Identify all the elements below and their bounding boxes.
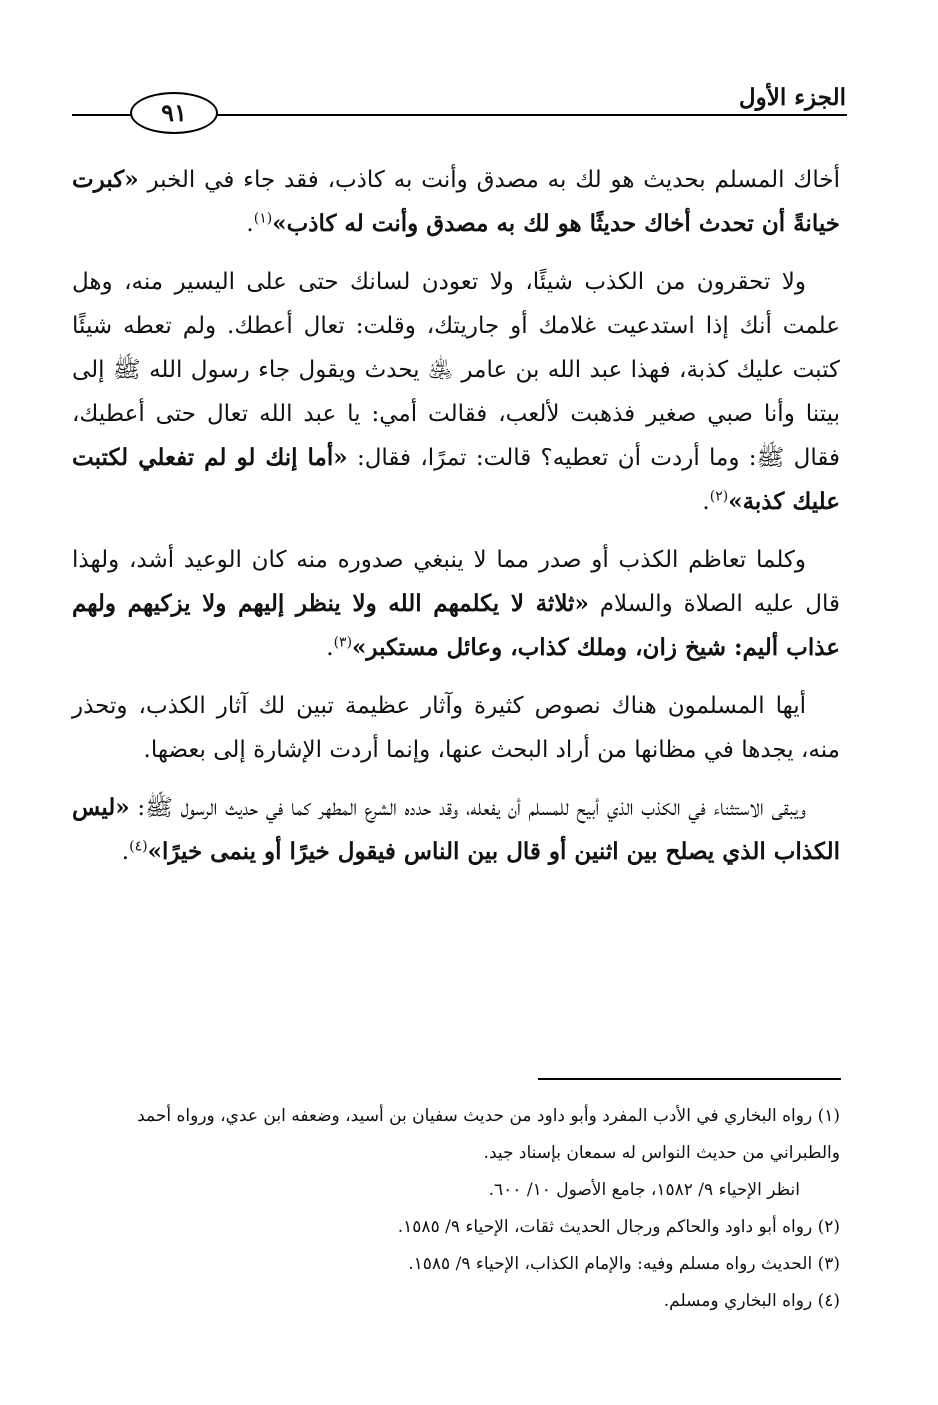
footnote-number: (١) [817, 1106, 840, 1126]
text-run: . [702, 489, 710, 515]
text-run: أخاك المسلم بحديث هو لك به مصدق وأنت به كاذب، فقد جاء في الخبر [138, 167, 840, 193]
footnote-ref: (٤) [129, 838, 148, 855]
footnote-text: رواه أبو داود والحاكم ورجال الحديث ثقات، الإحياء ٩/ ١٥٨٥. [397, 1217, 813, 1237]
hadith-quote: «ليس الكذاب الذي يصلح بين اثنين أو قال بين الناس فيقول خيرًا أو ينمى خيرًا» [72, 794, 840, 865]
part-title: الجزء الأول [738, 84, 846, 111]
footnote-ref: (٢) [709, 488, 729, 505]
paragraph [72, 260, 840, 524]
footnote-ref: (١) [253, 210, 273, 227]
footnote [72, 1172, 840, 1209]
text-run: . [246, 211, 254, 237]
text-run: ويبقى الاستثناء في الكذب الذي أبيح للمسلم أن يفعله، وقد حدده الشرع المطهر كما في حديث الرسول ﷺ: [129, 795, 806, 821]
main-text [72, 158, 840, 888]
footnote [72, 1209, 840, 1246]
page-number-badge [130, 92, 218, 134]
text-run: ولا تحقرون من الكذب شيئًا، ولا تعودن لسانك حتى على اليسير منه، وهل علمت أنك إذا استدعيت غلامك أو جاريتك، وقلت: تعال أعطك. ولم تعطه شيئًا كتبت عليك كذبة، فهذا عبد الله بن عامر ﵁ يحدث ويقول جاء رسول الله ﷺ إلى بيتنا وأنا صبي صغير فذهبت لألعب، فقالت أمي: يا عبد الله تعال حتى أعطيك، فقال ﷺ: وما أردت أن تعطيه؟ قالت: تمرًا، فقال: [72, 269, 840, 471]
footnote [72, 1283, 840, 1320]
text-run: وكلما تعاظم الكذب أو صدر مما لا ينبغي صدوره منه كان الوعيد أشد، ولهذا قال عليه الصلاة والسلام [72, 547, 840, 617]
paragraph [72, 158, 840, 246]
text-run: . [326, 635, 334, 661]
footnotes [72, 1098, 840, 1320]
hadith-quote: «ثلاثة لا يكلمهم الله ولا ينظر إليهم ولا يزكيهم ولهم عذاب أليم: شيخ زان، وملك كذاب، وعائل مستكبر» [72, 590, 840, 661]
footnote-text: انظر الإحياء ٩/ ١٥٨٢، جامع الأصول ١٠/ ٦٠٠. [488, 1180, 800, 1200]
footnote [72, 1246, 840, 1283]
footnote-number: (٤) [817, 1291, 840, 1311]
footnote [72, 1098, 840, 1172]
footnote-text: رواه البخاري ومسلم. [663, 1291, 813, 1311]
footnote-number: (٢) [817, 1217, 840, 1237]
paragraph [72, 786, 840, 874]
hadith-quote: «كبرت خيانةً أن تحدث أخاك حديثًا هو لك به مصدق وأنت له كاذب» [72, 166, 840, 237]
text-run: أيها المسلمون هناك نصوص كثيرة وآثار عظيمة تبين لك آثار الكذب، وتحذر منه، يجدها في مظانها من أراد البحث عنها، وإنما أردت الإشارة إلى بعضها. [72, 693, 840, 763]
paragraph [72, 684, 840, 772]
hadith-quote: «أما إنك لو لم تفعلي لكتبت عليك كذبة» [72, 444, 840, 515]
paragraph [72, 538, 840, 670]
footnote-separator [538, 1078, 841, 1080]
footnote-text: الحديث رواه مسلم وفيه: والإمام الكذاب، الإحياء ٩/ ١٥٨٥. [408, 1254, 813, 1274]
footnote-ref: (٣) [333, 634, 353, 651]
page-number: ٩١ [161, 98, 187, 127]
footnote-number: (٣) [817, 1254, 840, 1274]
footnote-text: رواه البخاري في الأدب المفرد وأبو داود من حديث سفيان بن أسيد، وضعفه ابن عدي، ورواه أحمد والطبراني من حديث النواس له سمعان بإسناد جيد. [137, 1106, 840, 1163]
text-run: . [121, 839, 130, 865]
